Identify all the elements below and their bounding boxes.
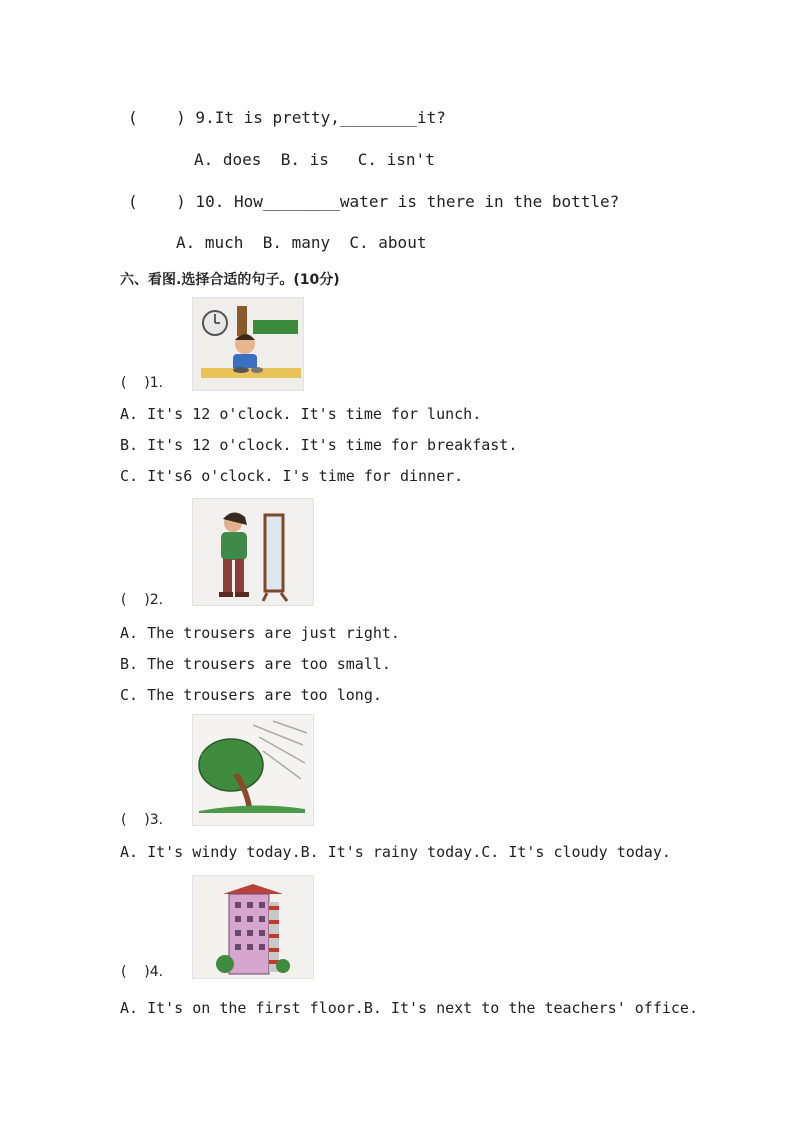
picture-2-mirror-image	[192, 498, 314, 606]
picture-1-option-b: B. It's 12 o'clock. It's time for breakfast.	[120, 436, 518, 454]
picture-3-windy-tree-image	[192, 714, 314, 826]
picture-3-label: ( )3.	[121, 812, 164, 828]
picture-1-lunch-image	[192, 297, 304, 391]
picture-2-option-a: A. The trousers are just right.	[120, 624, 400, 642]
question-10-options: A. much B. many C. about	[176, 233, 427, 252]
picture-2-option-b: B. The trousers are too small.	[120, 655, 391, 673]
picture-4-building-image	[192, 875, 314, 979]
picture-3-options: A. It's windy today.B. It's rainy today.C. It's cloudy today.	[120, 843, 671, 861]
picture-2-option-c: C. The trousers are too long.	[120, 686, 382, 704]
picture-1-option-c: C. It's6 o'clock. I's time for dinner.	[120, 467, 464, 485]
picture-4-options: A. It's on the first floor.B. It's next to the teachers' office.	[120, 999, 698, 1017]
picture-4-label: ( )4.	[121, 964, 164, 980]
section-6-title: 六、看图.选择合适的句子。(10分)	[120, 272, 340, 288]
picture-1-label: ( )1.	[121, 375, 164, 391]
question-9-options: A. does B. is C. isn't	[194, 150, 435, 169]
picture-1-option-a: A. It's 12 o'clock. It's time for lunch.	[120, 405, 482, 423]
question-10-stem: ( ) 10. How________water is there in the bottle?	[128, 192, 620, 211]
picture-2-label: ( )2.	[121, 592, 164, 608]
question-9-stem: ( ) 9.It is pretty,________it?	[128, 108, 446, 127]
